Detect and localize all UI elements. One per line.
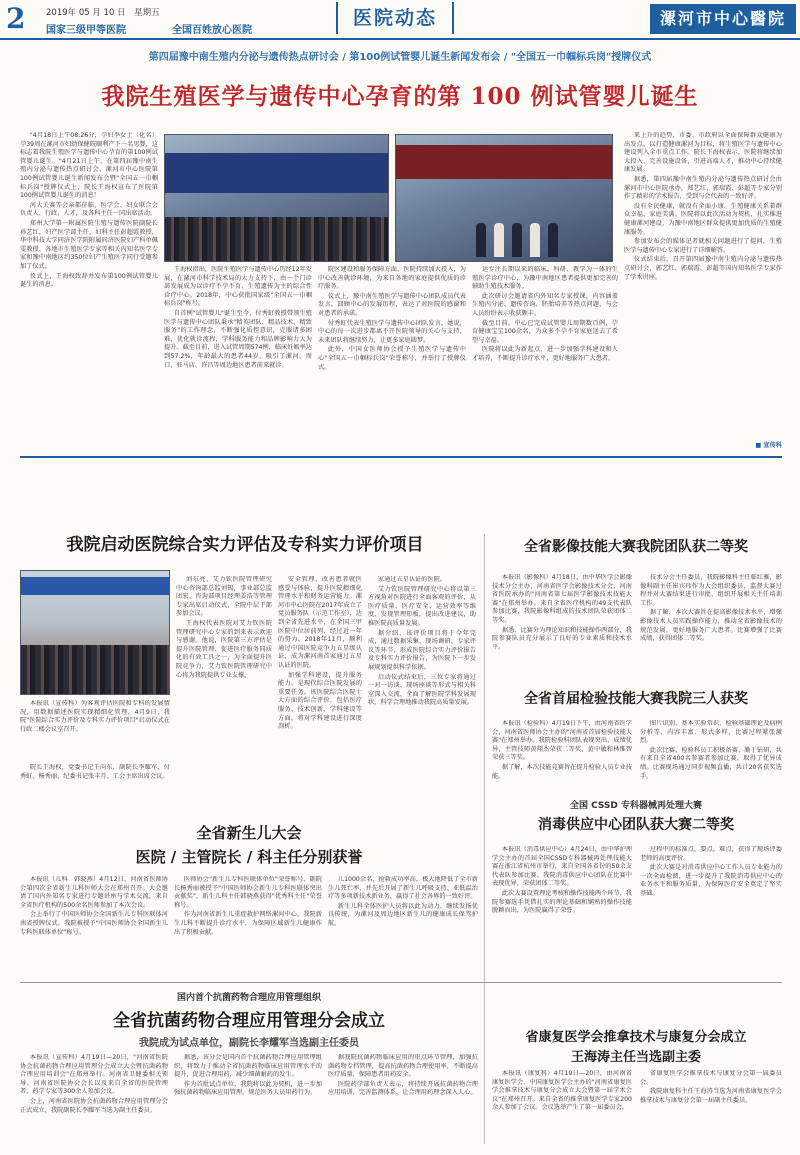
paragraph: 据悉，比赛分为理论知识和技能操作两部分，我院参赛队员充分展示了良好的专业素质和技术水平。: [492, 626, 632, 651]
paragraph: 会上，河南省医院协会抗菌药物合理应用管理分会正式成立，我院副院长李耀军当选为副主任委员。: [20, 1097, 168, 1114]
paragraph: 仪式上，豫中南生殖医学与遗传中心团队成员代表发言，回顾中心的发展历程，表达了对医院的感谢和对患者的承诺。: [318, 292, 466, 317]
paragraph: 启动仪式结束后，三位专家将通过一对一访谈、现场座谈等形式与相关科室深入交流，全面了解医院学科发展现状，科学合理地推动我院高质量发展。: [368, 673, 476, 707]
lead-column-4: [472, 266, 618, 451]
paragraph: 截至目前，中心已完成试管婴儿周期数百例，孕育健康宝宝100余名，为众多不孕不育家庭送去了希望与幸福。: [472, 319, 618, 344]
lead-column-5: [624, 132, 782, 438]
lead-column-2: [164, 266, 312, 451]
story-antibiotics-headline: 全省抗菌药物合理应用管理分会成立: [113, 1011, 385, 1031]
story-rehab-left: [492, 1070, 632, 1148]
story-cssd-headline: 消毒供应中心团队获大赛二等奖: [538, 817, 734, 833]
paragraph: 王海权指出，医院生殖医学与遗传中心历经12年发展，在漯河市科学技术局的大力支持下，由一个门诊部发展成为以诊疗不孕不育、生殖遗传为主的综合性诊疗中心。2018年，中心获批国家级"全国五一巾帼标兵岗"称号。: [164, 266, 312, 308]
lead-photo-ceremony: [395, 134, 613, 262]
column-divider: [484, 534, 485, 1144]
story-neonatal-headline-2: 医院 / 主管院长 / 科主任分别获誉: [135, 848, 363, 866]
story-antibiotics-subline: 我院成为试点单位，副院长李耀军当选副主任委员: [139, 1038, 359, 1049]
paragraph: 付秀虹代表生殖医学与遗传中心团队发言，她说，中心的每一次进步都离不开医院领导的关心与支持，未来团队将继续努力，让更多家庭圆梦。: [318, 319, 466, 344]
paragraph: 院长王海权，党委书记王向东，副院长李耀军、付秀虹、杨秀丽、纪委书记张丰月、工会主席出席会议。: [20, 764, 170, 780]
paragraph: 本报讯（检验科）4月19日下午，由河南省医学会、河南省医师协会主办的"河南省首届检验技能大赛"在郑州举办。我院检验科团队表现突出，成绩优异，主管技师黄翔杰荣获二等奖，黄中敏和林惟智荣获三等奖。: [492, 720, 632, 762]
paragraph: 参加发布会的媒体记者就相关问题进行了提问，生殖医学与遗传中心专家进行了详细解答。: [624, 238, 782, 254]
story-cssd-left: [492, 846, 632, 976]
paragraph: 本报讯（消毒供应中心）4月24日，由中华护理学会主办的首届全国CSSD专科器械再处理技能大赛在浙江省杭州市举行，来自全国各省份的50余支代表队参加比赛。我院消毒供应中心团队在比赛中表现优异，荣获团体二等奖。: [492, 846, 632, 888]
paragraph: 据悉，第四届豫中南生殖内分泌与遗传热点研讨会由漯河市中心医院承办，郑艺红、郭瑞霞、彭超等专家分别作了精彩的学术报告，受到与会代表的一致好评。: [624, 175, 782, 201]
story-lab-headline: 全省首届检验技能大赛我院三人获奖: [524, 691, 748, 707]
lead-subheadline: 第四届豫中南生殖内分泌与遗传热点研讨会 / 第100例试管婴儿诞生新闻发布会 / "全国五一巾帼标兵岗"授牌仪式: [148, 52, 652, 63]
story-antibiotics-column-b: [174, 1054, 322, 1148]
paragraph: 院区建设和服务保障方面，医院持续加大投入，为中心改善就诊环境，为来自各地的家庭提供优质的诊疗服务。: [318, 266, 466, 291]
story-antibiotics-column-a: [20, 1054, 168, 1148]
paragraph: 新生儿科全体医护人员将以此为动力，继续发扬优良传统，为漯河及周边地区新生儿的健康成长保驾护航。: [328, 902, 478, 927]
paragraph: 此次大赛是对消毒供应中心工作人员专业能力的一次全面检阅，进一步提升了我院消毒供应中心的业务水平和服务质量，为保障医疗安全奠定了坚实基础。: [640, 864, 782, 897]
paragraph: 郑州大学第一附属医院生殖与遗传医院副院长孙艺红，妇产医学部主任，妇科主任彭超霞教授，华中科技大学同济医学院附属同济医院妇产科单佩雯教授，各地市生殖医学专家等相关内知名医学专家和豫中南地区约350位妇产生殖医学同行受邀参加了仪式。: [20, 219, 158, 270]
section-title: 医院动态: [336, 2, 454, 34]
story-imaging-right: [640, 574, 782, 684]
paragraph: 本报讯（影像科）4月18日，由中华医学会影像技术分会主办，河南省医学会影像技术分会、河南省医院承办的"河南省第七届医学影像技术技能大赛"在郑州举办。来自全省医疗机构的49支代表队参加比赛，我院影像科组成的技术团队荣获团体二等奖。: [492, 574, 632, 624]
paragraph: 艾力钦医院管理研究中心将以第三方视角对医院进行全面客观的评价，从医疗质量、医疗安全、运营效率等维度，发现管理短板，提出改进建议，助推医院高质量发展。: [368, 585, 476, 627]
story-neonatal-column-a: [20, 876, 168, 978]
paragraph: 家通过五星认证的医院。: [377, 576, 446, 583]
section-divider: [20, 456, 782, 458]
paragraph: 此次研讨会邀请省内外知名专家授课，内容涵盖生殖内分泌、遗传咨询、胚胎培养等热点问题，与会人员纷纷表示收获颇丰。: [472, 292, 618, 317]
paragraph: 本报讯（宣传科）为客观评估医院和专科的发展情况，用数据描述医院实现精细化管理，4月9日，我院"医院综合实力评价及专科实力评价项目"启动仪式在行政二楼会议室召开。: [20, 700, 170, 733]
paragraph: 作为河南省新生儿重症救护网络漯河中心，我院新生儿科不断提升诊疗水平，为保障区域新生儿健康作出了积极贡献。: [174, 911, 322, 936]
paragraph: 据悉，该分会是国内首个抗菌药物合理应用管理组织，将致力于推动全省抗菌药物临床应用管理水平的提升，促进合理用药，减少细菌耐药的发生。: [174, 1054, 322, 1079]
slogan-right: 全国百姓放心医院: [172, 25, 252, 36]
paragraph: 来上升的趋势，市委、市政府以全面保障群众健康为出发点，以打造健康漯河为目标，将生殖医学与遗传中心建设列入全市重点工作。院长王海权表示，医院将继续加大投入，完善设施设备，引进高端人才，推动中心持续健康发展。: [624, 132, 782, 174]
story-evaluation-caption: [20, 700, 170, 762]
paragraph: 医院药学部负责人表示，将持续开展抗菌药物合理应用培训，完善监测体系，让合理用药理念深入人心。: [328, 1080, 478, 1097]
paragraph: 刘东亮、艾力钦医院管理研究中心咨询部总监刘锡，事业部总监团宏、咨询部项目经理姜浩等管理专家出席启动仪式，全院中层干部参加会议。: [176, 576, 272, 618]
lead-column-3: [318, 266, 466, 451]
lead-endnote: ■ 宣传科: [755, 442, 782, 449]
paragraph: 没有全民健康，就没有全面小康。生殖健康关系着群众幸福、家庭美满。医院将以此次活动为契机，扎实推进健康漯河建设，为豫中南地区群众提供更加优质的生殖健康服务。: [624, 202, 782, 236]
story-evaluation-column-a2: [176, 576, 272, 816]
story-evaluation-column-a1: [20, 764, 170, 816]
story-antibiotics-kicker: 国内首个抗菌药物合理应用管理组织: [176, 993, 321, 1003]
page-number: 2: [6, 2, 26, 35]
paragraph: 医院将以此为新起点，进一步加强学科建设和人才培养，不断提升诊疗水平，更好地服务广大患者。: [472, 346, 618, 362]
paragraph: 此外，中国女医师协会授予生殖医学与遗传中心"全国五一巾帼标兵岗"荣誉称号，并举行了授牌仪式。: [318, 346, 466, 371]
story-imaging-left: [492, 574, 632, 684]
paragraph: 据了解，本次大赛旨在提高影像技术水平，增强影像技术人员实践操作能力，推动全省影像技术的规范发展，更好地服务广大患者。比赛增强了比赛成绩，获得团体二等奖。: [640, 609, 782, 643]
paragraph: 儿1000余名，抢救成功率高，极大地降低了全市新生儿死亡率，并先后开展了新生儿呼吸支持、亚低温治疗等多项新技术新业务，赢得了社会各界的一致好评。: [328, 876, 478, 901]
paragraph: 作为首批试点单位，我院将以此为契机，进一步加强抗菌药物临床应用管理，规范医务人员用药行为。: [174, 1080, 322, 1097]
story-neonatal-column-b: [174, 876, 322, 978]
story-evaluation-column-c: [368, 576, 476, 816]
paragraph: 会上举行了中国医师协会全国新生儿专科医联体河南省授牌仪式，我院被授予"中国医师协会全国新生儿专科医联体单位"称号。: [20, 911, 168, 936]
paragraph: 王海权代表医院对艾力钦医院管理研究中心专家的到来表示欢迎与感谢。他说，医院第三方评估是提升医院管理、促进医疗服务同质化的有效工具之一，为全面提升医院竞争力，艾力钦医院管理研究中心将为我院提供专业支撑。: [176, 619, 272, 679]
paragraph: 据介绍，该评价项目将于今年完成，通过数据采集、现场调研、专家评议等环节，形成医院综合实力评价报告及专科实力评价报告，为医院下一步发展规划提供科学依据。: [368, 629, 476, 671]
lead-headline: 我院生殖医学与遗传中心孕育的第 100 例试管婴儿诞生: [101, 83, 699, 110]
lead-column-1: [20, 132, 158, 450]
slogan-left: 国家三级甲等医院: [46, 25, 126, 36]
story-neonatal-headline-1: 全省新生儿大会: [196, 824, 302, 842]
paragraph: 本报讯（康复科）4月19日—20日，由河南省康复医学会、中国康复医学会主办的"河南省康复医学会推拿技术与康复分会成立大会暨第一届学术会议"在郑州召开。来自全省的推拿康复医学专家200余人参加了会议。会议选举产生了第一届委员会。: [492, 1070, 632, 1112]
story-evaluation-column-b: [278, 576, 362, 816]
paragraph: 省康复医学会推拿技术与康复分会第一届委员会。: [640, 1070, 782, 1086]
paragraph: 技术分会主任委员，我院影像科主任临红雅，影像科副主任崔宾玮作为大会组织委员，监督大赛过程并对大赛结果进行审批，组织开展相关主任培训工作。: [640, 574, 782, 607]
section-divider: [20, 982, 782, 983]
paragraph: 安全管理，改善患者就医感受与体验，提升医院精细化管理水平和财务运营能力。漯河市中心医院在2017年成立了党员服务队（示范工作室），达到全省先进水平，在全国三甲医院中位居前列，经过近一年的努力，2018年11月，顺利通过中国医院竞争力五星级认证，成为漯河南首家通过五星认证的医院。: [278, 576, 362, 669]
hospital-brand-logo: 漯河市中心醫院: [650, 4, 796, 34]
paragraph: 加强学科建设，提升服务能力，是现代综合医院发展的重要任务。该医院综合医院十大方面的综合评价，包括医疗服务、技术创新、学科建设等方面，将对学科建设进行深度剖析。: [278, 671, 362, 731]
paragraph: 此次比赛，检验科员工积极备赛、勤于钻研，共有来自全省400名参赛者参加比赛，取得了优异成绩。比赛现场通过同步视频直播，共计20名获奖选手。: [640, 746, 782, 780]
story-rehab-right: [640, 1070, 782, 1148]
paragraph: 仪式结束后，召开第四届豫中南生殖内分泌与遗传热点研讨会，郭艺红、郭瑞霞、彭超等国内知名医学专家作了学术讲座。: [624, 256, 782, 281]
issue-date: 2019年 05 月 10 日 星期五: [46, 8, 160, 18]
story-neonatal-column-c: [328, 876, 478, 978]
story-cssd-right: [640, 846, 782, 976]
paragraph: 运专注长期以来的临床、科研、教学为一体的生殖医学诊疗中心，为豫中南地区患者提供更加完善的辅助生殖技术服务。: [472, 266, 618, 291]
paragraph: 自首例"试管婴儿"诞生至今，付秀虹教授带领生殖医学与遗传中心团队秉承"精英团队、精品技术、精致服务"的工作理念，不断强化质控意识，克服诸多困难，优化就诊流程，学科服务能力和品牌影响力大为提升。截至目前，进入试管周期574例，临床妊娠率达到57.2%，年龄最大的患者44岁，吸引了漯河、周口、驻马店、许昌等周边地区患者前来就诊。: [164, 309, 312, 369]
paragraph: 本报讯（儿科 韩晓燕）4月12日，河南省医师协会第四次全省新生儿科医师大会在郑州召开。大会邀请了国内外知名专家进行专题讲座与学术交流，来自全省医疗机构的500余名医师参加了本次会议。: [20, 876, 168, 909]
paragraph: 医师协会"新生儿专科医联体单位"荣誉称号，副院长杨秀丽被授予"中国医师协会新生儿专科医联体突出贡献奖"，新生儿科主任韩晓燕获得"优秀科主任"荣誉称号。: [174, 876, 322, 909]
paragraph: "4月18日上午08:26分，孕妇李女士（化名）孕39周在漯河市妇幼保健院顺利产下一名男婴，这标志着我院生殖医学与遗传中心孕育的第100例试管婴儿诞生。"4月21日上午，在第四届豫中南生殖内分泌与遗传热点研讨会、漯河市中心医院第100例试管婴儿诞生新闻发布会暨"全国五一巾帼标兵岗"授牌仪式上，院长王海权宣布了医院第100例试管婴儿诞生的消息！: [20, 132, 158, 200]
paragraph: 据我院抗菌药物临床应用的重点环节管理，加强抗菌药物专档管理，提高抗菌药物合理使用率，不断提高医疗质量，保障患者用药安全。: [328, 1054, 478, 1079]
story-cssd-kicker: 全国 CSSD 专科器械再处理大赛: [569, 801, 703, 811]
paragraph: 过程中的标准点，要点，难点，获得了现场评委老师的高度评价。: [640, 846, 782, 862]
story-imaging-headline: 全省影像技能大赛我院团队获二等奖: [524, 539, 748, 555]
paragraph: 仪式上，王海权致辞并发布第100例试管婴儿诞生的消息。: [20, 272, 158, 289]
story-evaluation-headline: 我院启动医院综合实力评估及专科实力评价项目: [66, 535, 424, 555]
paragraph: 此次大赛设置理论考核和操作技能两个环节，我院参赛选手凭借扎实的理论基础和娴熟的操作技能脱颖而出，为医院赢得了荣誉。: [492, 889, 632, 915]
paragraph: 据了解，本次技能竞赛旨在提升检验人员专业技能。: [492, 763, 632, 780]
paragraph: 河大关赛等会亲都莅临，医学会、妇女联合会负责人、行政、人才，及各科主任一同出席活动。: [20, 201, 158, 218]
story-evaluation-photo: [20, 570, 170, 695]
lead-photo-conference: [164, 134, 389, 262]
story-lab-right: [640, 720, 782, 794]
paragraph: 我院康复科主任王海涛当选为河南省康复医学会推拿技术与康复分会第一届副主任委员。: [640, 1088, 782, 1104]
story-antibiotics-column-c: [328, 1054, 478, 1148]
story-rehab-headline-1: 省康复医学会推拿技术与康复分会成立: [525, 1030, 747, 1045]
story-lab-left: [492, 720, 632, 794]
story-rehab-headline-2: 王海涛主任当选副主委: [570, 1050, 701, 1065]
paragraph: 本报讯（宣传科）4月19日—20日，"河南省医院协会抗菌药物合理应用管理分会成立大会暨抗菌药物合理应用培训会"在郑州举行。河南省卫健委相关领导、河南省医院协会会长以及来自全省的医院管理者、药学专家等300余人参加会议。: [20, 1054, 168, 1096]
paragraph: 图片识别、基本实验常识、检验基础理论及病例分析等，内容丰富、形式多样，比赛过程紧张激烈。: [640, 720, 782, 745]
